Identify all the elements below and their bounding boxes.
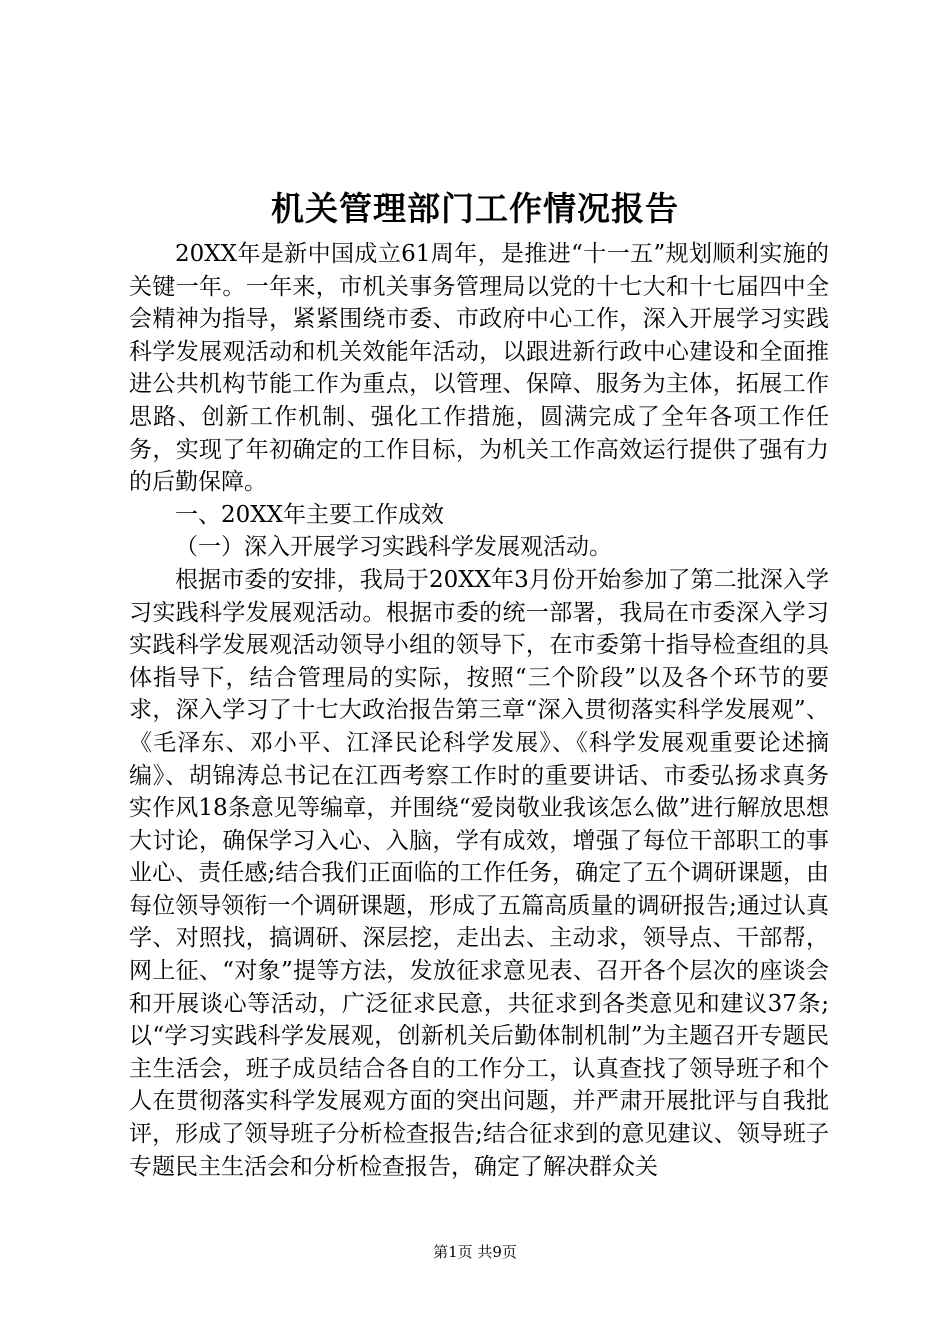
document-body bbox=[129, 238, 829, 1183]
section-heading: 一、20XX年主要工作成效 bbox=[175, 501, 445, 528]
subsection-heading: （一）深入开展学习实践科学发展观活动。 bbox=[175, 534, 612, 561]
page-number-footer: 第1页 共9页 bbox=[433, 1243, 517, 1261]
document-title: 机关管理部门工作情况报告 bbox=[271, 189, 679, 228]
body-paragraph: 根据市委的安排，我局于20XX年3月份开始参加了第二批深入学习实践科学发展观活动。根据市委的统一部署，我局在市委深入学习实践科学发展观活动领导小组的领导下，在市委第十指导检查组的具体指导下，结合管理局的实际，按照“三个阶段”以及各个环节的要求，深入学习了十七大政治报告第三章“深入贯彻落实科学发展观”、《毛泽东、邓小平、江泽民论科学发展》、《科学发展观重要论述摘编》、胡锦涛总书记在江西考察工作时的重要讲话、市委弘扬求真务实作风18条意见等编章，并围绕“爱岗敬业我该怎么做”进行解放思想大讨论，确保学习入心、入脑，学有成效，增强了每位干部职工的事业心、责任感;结合我们正面临的工作任务，确定了五个调研课题，由每位领导领衔一个调研课题，形成了五篇高质量的调研报告;通过认真学、对照找，搞调研、深层挖，走出去、主动求，领导点、干部帮，网上征、“对象”提等方法，发放征求意见表、召开各个层次的座谈会和开展谈心等活动，广泛征求民意，共征求到各类意见和建议37条;以“学习实践科学发展观，创新机关后勤体制机制”为主题召开专题民主生活会，班子成员结合各自的工作分工，认真查找了领导班子和个人在贯彻落实科学发展观方面的突出问题，并严肃开展批评与自我批评，形成了领导班子分析检查报告;结合征求到的意见建议、领导班子专题民主生活会和分析检查报告，确定了解决群众关 bbox=[129, 566, 829, 1180]
intro-paragraph: 20XX年是新中国成立61周年，是推进“十一五”规划顺利实施的关键一年。一年来，市机关事务管理局以党的十七大和十七届四中全会精神为指导，紧紧围绕市委、市政府中心工作，深入开展学习实践科学发展观活动和机关效能年活动，以跟进新行政中心建设和全面推进公共机构节能工作为重点，以管理、保障、服务为主体，拓展工作思路、创新工作机制、强化工作措施，圆满完成了全年各项工作任务，实现了年初确定的工作目标，为机关工作高效运行提供了强有力的后勤保障。 bbox=[129, 241, 829, 496]
